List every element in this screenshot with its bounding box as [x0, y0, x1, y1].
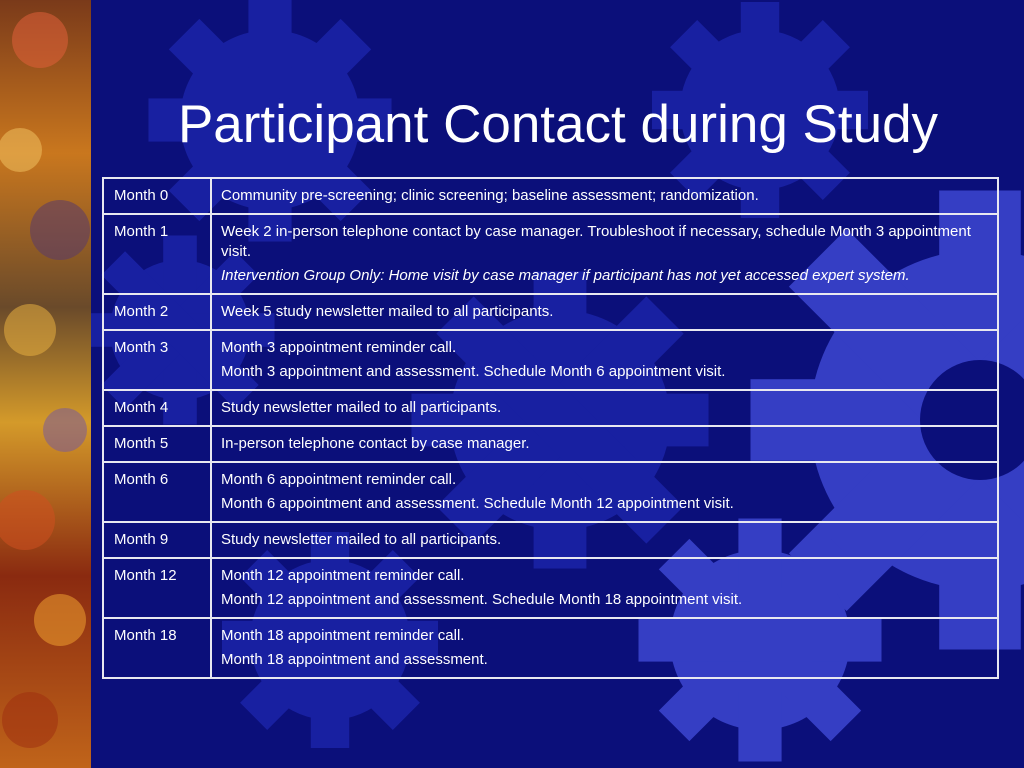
table-row — [103, 462, 998, 522]
activity-cell — [211, 330, 998, 390]
activity-line: Month 6 appointment and assessment. Schedule Month 12 appointment visit. — [221, 495, 734, 512]
month-cell: Month 2 — [103, 294, 211, 330]
activity-line: Study newsletter mailed to all participants. — [221, 531, 502, 548]
month-cell: Month 4 — [103, 390, 211, 426]
activity-line: Month 18 appointment reminder call. — [221, 627, 465, 644]
activity-cell — [211, 294, 998, 330]
month-cell: Month 6 — [103, 462, 211, 522]
activity-cell — [211, 426, 998, 462]
activity-cell — [211, 618, 998, 678]
activity-line: Month 3 appointment and assessment. Schedule Month 6 appointment visit. — [221, 363, 726, 380]
activity-cell — [211, 178, 998, 214]
table-row — [103, 294, 998, 330]
table-row — [103, 214, 998, 294]
activity-line: Week 5 study newsletter mailed to all participants. — [221, 303, 554, 320]
schedule-table — [102, 177, 999, 679]
activity-line: Month 18 appointment and assessment. — [221, 651, 488, 668]
activity-line: Month 12 appointment and assessment. Schedule Month 18 appointment visit. — [221, 591, 743, 608]
month-cell: Month 9 — [103, 522, 211, 558]
activity-line: Month 3 appointment reminder call. — [221, 339, 457, 356]
decorative-side-strip — [0, 0, 91, 768]
page-title: Participant Contact during Study — [177, 95, 939, 154]
month-cell: Month 0 — [103, 178, 211, 214]
month-cell: Month 3 — [103, 330, 211, 390]
month-cell: Month 12 — [103, 558, 211, 618]
table-row — [103, 178, 998, 214]
month-cell: Month 5 — [103, 426, 211, 462]
activity-line: Month 6 appointment reminder call. — [221, 471, 457, 488]
table-row — [103, 390, 998, 426]
activity-cell — [211, 214, 998, 294]
table-row — [103, 558, 998, 618]
month-cell: Month 18 — [103, 618, 211, 678]
activity-line: Week 2 in-person telephone contact by case manager. Troubleshoot if necessary, schedule Month 3 appointment visit. — [221, 223, 971, 260]
activity-cell — [211, 462, 998, 522]
activity-line: Study newsletter mailed to all participants. — [221, 399, 502, 416]
table-row — [103, 426, 998, 462]
activity-cell — [211, 522, 998, 558]
activity-line-intervention: Intervention Group Only: Home visit by case manager if participant has not yet accessed expert system. — [221, 267, 910, 284]
month-cell: Month 1 — [103, 214, 211, 294]
table-row — [103, 618, 998, 678]
activity-line: Month 12 appointment reminder call. — [221, 567, 465, 584]
activity-cell — [211, 558, 998, 618]
activity-line: Community pre-screening; clinic screening; baseline assessment; randomization. — [221, 187, 759, 204]
table-row — [103, 330, 998, 390]
activity-line: In-person telephone contact by case manager. — [221, 435, 530, 452]
table-row — [103, 522, 998, 558]
activity-cell — [211, 390, 998, 426]
